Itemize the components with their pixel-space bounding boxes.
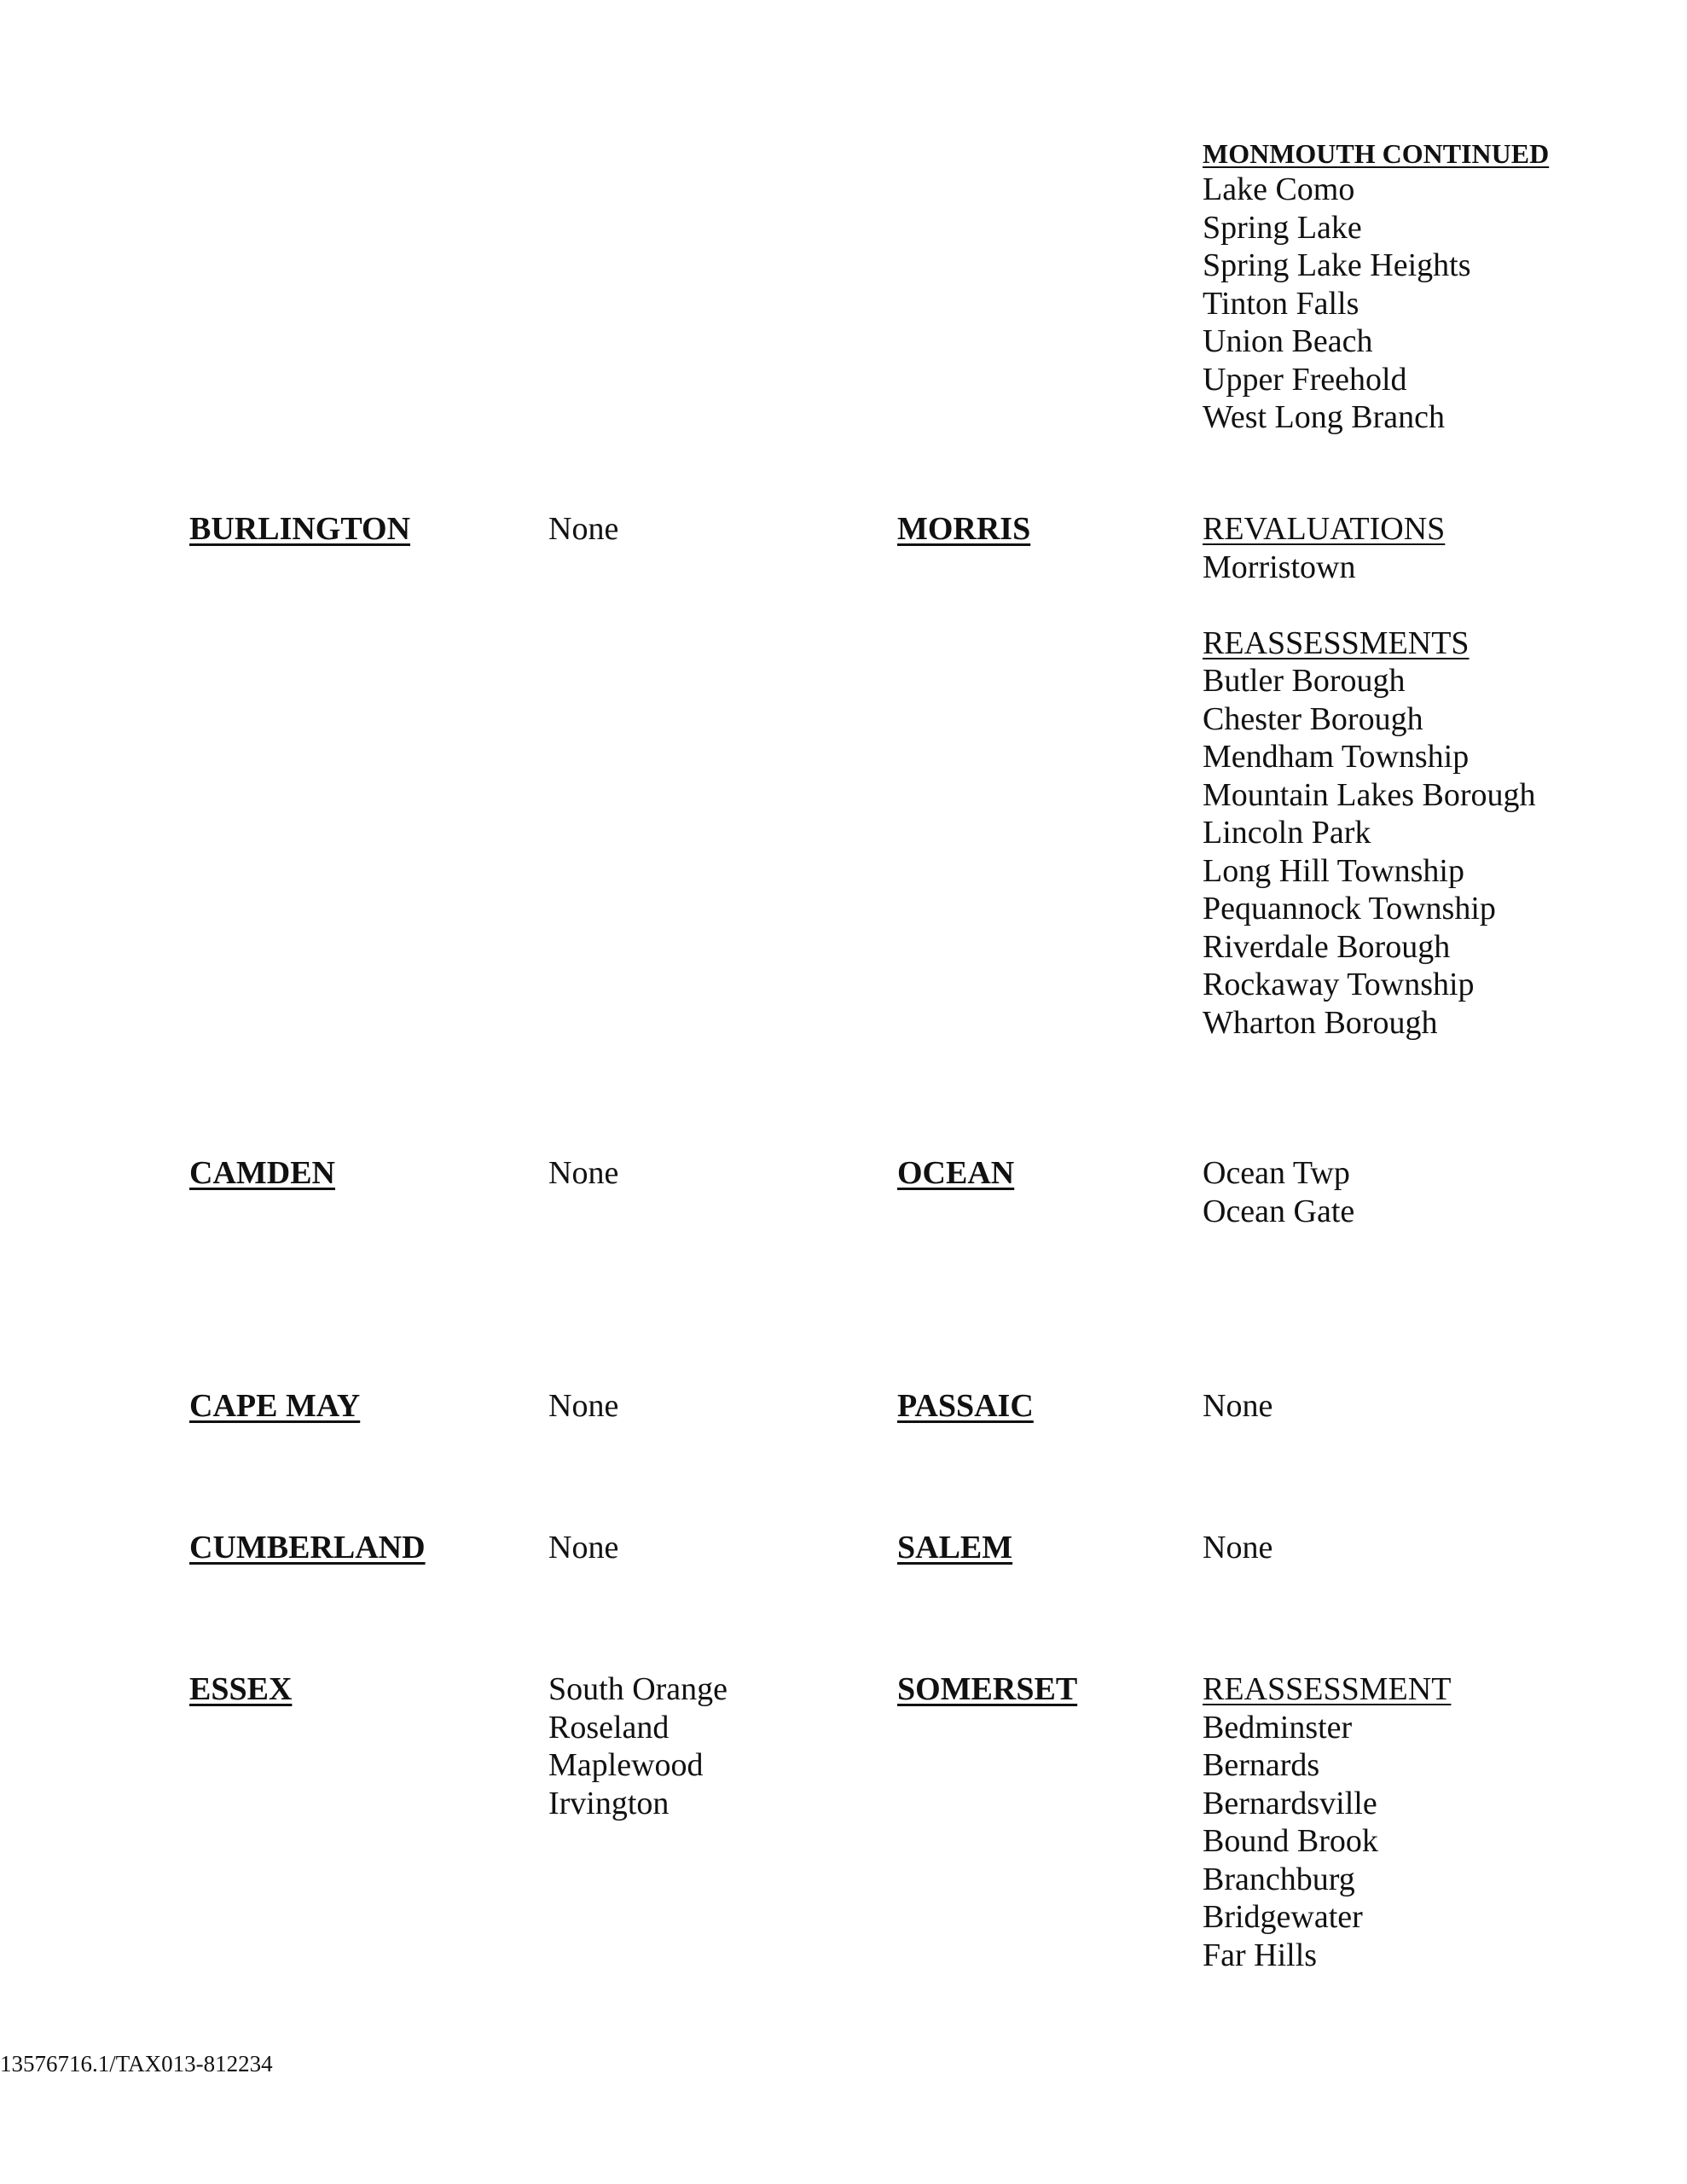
morris-section (1203, 510, 1536, 1042)
somerset-section (1203, 1670, 1451, 1974)
camden-value: None (548, 1155, 619, 1191)
monmouth-municipality-list (1203, 171, 1549, 437)
passaic-value: None (1203, 1388, 1273, 1424)
morris-reassessments-label: REASSESSMENTS (1203, 624, 1470, 661)
burlington-value: None (548, 511, 619, 547)
salem-value: None (1203, 1530, 1273, 1565)
list-item: Lincoln Park (1203, 815, 1371, 851)
list-item: Mountain Lakes Borough (1203, 776, 1536, 813)
somerset-reassessment-label: REASSESSMENT (1203, 1671, 1452, 1707)
ocean-section (1203, 1154, 1354, 1230)
cape-may-value: None (548, 1388, 619, 1424)
list-item: Maplewood (548, 1747, 704, 1783)
county-ocean: OCEAN (897, 1155, 1015, 1191)
list-item: Wharton Borough (1203, 1004, 1438, 1041)
cumberland-value: None (548, 1530, 619, 1565)
list-item: Branchburg (1203, 1861, 1355, 1897)
county-camden: CAMDEN (189, 1155, 335, 1191)
list-item: Tinton Falls (1203, 285, 1359, 322)
list-item: Bound Brook (1203, 1823, 1378, 1859)
morris-list (1203, 510, 1536, 1042)
list-item: Rockaway Township (1203, 967, 1475, 1002)
list-item: Morristown (1203, 549, 1356, 585)
footer-document-id: 13576716.1/TAX013-812234 (0, 2051, 273, 2077)
list-item: Mendham Township (1203, 739, 1470, 775)
county-burlington: BURLINGTON (189, 511, 411, 547)
essex-list (548, 1670, 728, 1822)
list-item: Roseland (548, 1709, 670, 1745)
list-item: Irvington (548, 1785, 670, 1821)
list-item: Bernards (1203, 1747, 1320, 1783)
spacer (1203, 586, 1536, 624)
list-item: Ocean Twp (1203, 1155, 1350, 1191)
list-item: Upper Freehold (1203, 361, 1407, 398)
county-essex: ESSEX (189, 1671, 293, 1707)
list-item: West Long Branch (1203, 399, 1445, 435)
list-item: Long Hill Township (1203, 852, 1464, 889)
county-cumberland: CUMBERLAND (189, 1530, 426, 1565)
county-cape-may: CAPE MAY (189, 1388, 361, 1424)
monmouth-continued-section (1203, 136, 1549, 437)
county-morris: MORRIS (897, 511, 1031, 547)
list-item: Bedminster (1203, 1709, 1353, 1745)
list-item: South Orange (548, 1671, 728, 1707)
list-item: Lake Como (1203, 171, 1355, 207)
list-item: Bridgewater (1203, 1899, 1363, 1935)
list-item: Bernardsville (1203, 1785, 1377, 1821)
county-salem: SALEM (897, 1530, 1013, 1565)
essex-section (548, 1670, 728, 1822)
list-item: Spring Lake (1203, 209, 1362, 246)
morris-revaluations-label: REVALUATIONS (1203, 511, 1446, 547)
somerset-list (1203, 1670, 1451, 1974)
county-passaic: PASSAIC (897, 1388, 1034, 1424)
list-item: Far Hills (1203, 1937, 1318, 1973)
monmouth-continued-heading: MONMOUTH CONTINUED (1203, 138, 1550, 169)
list-item: Butler Borough (1203, 663, 1406, 699)
list-item: Union Beach (1203, 323, 1373, 359)
list-item: Ocean Gate (1203, 1193, 1355, 1229)
county-somerset: SOMERSET (897, 1671, 1078, 1707)
list-item: Riverdale Borough (1203, 928, 1451, 965)
list-item: Spring Lake Heights (1203, 247, 1471, 283)
ocean-list (1203, 1154, 1354, 1230)
list-item: Chester Borough (1203, 700, 1423, 737)
list-item: Pequannock Township (1203, 891, 1496, 926)
